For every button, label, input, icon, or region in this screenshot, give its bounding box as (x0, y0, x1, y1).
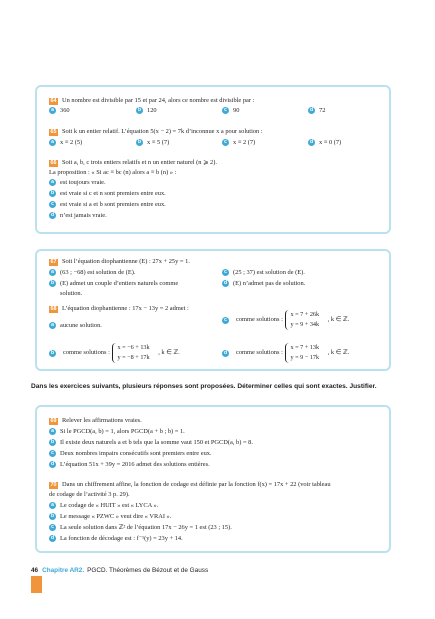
option-69-c[interactable]: c Deux nombres impairs consécutifs sont premiers entre eux. (49, 450, 212, 458)
exercise-number-70: 70 (50, 482, 57, 488)
option-66-d[interactable]: d n’est jamais vraie. (50, 212, 107, 219)
exercise-70-text-continued: de codage de l’activité 3 p. 29). (49, 491, 130, 498)
exercise-64-statement (49, 97, 381, 105)
option-letter-b: b (50, 190, 55, 197)
option-66-c[interactable]: c est vraie si a et b sont premiers entre eux. (49, 201, 166, 209)
option-65-a[interactable]: a x ≡ 2 (5) (49, 139, 82, 147)
option-69-b[interactable]: b Il existe deux naturels a et b tels que la somme vaut 150 et PGCD(a, b) = 8. (50, 439, 253, 446)
option-66-a[interactable]: a est toujours vraie. (49, 179, 106, 187)
exercise-67-statement (49, 258, 381, 266)
option-letter-d: d (50, 535, 55, 542)
exercise-70-statement (49, 481, 381, 489)
exercise-number-64: 64 (50, 98, 57, 104)
option-letter-a: a (49, 322, 56, 329)
option-letter-a: a (49, 428, 56, 435)
exercise-68-text: L’équation diophantienne : 17x − 13y = 2 admet : (62, 305, 189, 312)
option-70-a[interactable]: a Le codage de « HUIT » est « LYCA ». (49, 502, 158, 510)
exercise-number-69: 69 (50, 418, 57, 424)
equation-system-d: x = 7 + 13k y = 9 − 17k (285, 343, 323, 363)
option-letter-d: d (223, 280, 228, 287)
exercise-66-text: Soit a, b, c trois entiers relatifs et n un entier naturel (n ⩾ 2). (62, 159, 217, 166)
option-letter-d: d (50, 212, 55, 219)
option-letter-b: b (50, 280, 55, 287)
page-corner-tab (31, 576, 42, 593)
option-letter-c: c (49, 201, 56, 208)
option-67-c[interactable]: c (25 ; 37) est solution de (E). (222, 269, 305, 277)
option-letter-d: d (50, 461, 55, 468)
option-68-b[interactable]: b comme solutions : x = −6 + 13k y = −8 + 17k , k ∈ ℤ. (50, 344, 180, 361)
equation-system-b: x = −6 + 13k y = −8 + 17k (112, 343, 153, 363)
option-64-b[interactable]: b 120 (137, 107, 157, 114)
option-letter-b: b (50, 349, 55, 356)
option-68-c[interactable]: c comme solutions : x = 7 + 26k y = 9 + 34k , k ∈ ℤ. (222, 310, 349, 330)
option-letter-c: c (49, 524, 56, 531)
option-67-b-continued: solution. (60, 290, 83, 297)
instructions-heading: Dans les exercices suivants, plusieurs réponses sont proposées. Déterminer celles qui sont exactes. Justifier. (31, 383, 377, 390)
option-67-b[interactable]: b (E) admet un couple d’entiers naturels comme (50, 280, 179, 287)
exercise-66-proposition: La proposition : « Si ac ≡ bc (n) alors a ≡ b (n) » : (49, 169, 177, 176)
option-68-d[interactable]: d comme solutions : x = 7 + 13k y = 9 − 17k , k ∈ ℤ. (223, 344, 350, 361)
option-66-b[interactable]: b est vraie si c et n sont premiers entre eux. (50, 190, 166, 197)
option-letter-b: b (137, 107, 142, 114)
exercise-64-text: Un nombre est divisible par 15 et par 24, alors ce nombre est divisible par : (62, 97, 255, 104)
exercise-number-66: 66 (50, 160, 57, 166)
option-69-d[interactable]: d L’équation 51x + 39y = 2016 admet des solutions entières. (50, 461, 210, 468)
exercise-67-text: Soit l’équation diophantienne (E) : 27x + 25y = 1. (62, 258, 190, 265)
exercise-70-text: Dans un chiffrement affine, la fonction de codage est définie par la fonction f(x) = 17x + 22 (voir tableau (62, 481, 331, 488)
chapter-label: Chapitre AR2. (42, 567, 85, 574)
option-letter-b: b (137, 139, 142, 146)
option-70-d[interactable]: d La fonction de décodage est : f⁻¹(y) = 23y + 14. (50, 535, 183, 542)
option-letter-d: d (223, 349, 228, 356)
option-64-c[interactable]: c 90 (222, 107, 239, 115)
exercise-65-text: Soit k un entier relatif. L’équation 5(x − 2) = 7k d’inconnue x a pour solution : (62, 128, 263, 135)
option-letter-d: d (309, 139, 314, 146)
option-letter-c: c (222, 317, 229, 324)
page-footer (31, 567, 208, 575)
option-65-d[interactable]: d x ≡ 0 (7) (309, 139, 342, 146)
exercise-66-statement (49, 159, 381, 167)
option-letter-b: b (50, 439, 55, 446)
exercise-69-statement (49, 417, 381, 425)
option-letter-a: a (49, 502, 56, 509)
option-letter-a: a (49, 139, 56, 146)
exercise-number-67: 67 (50, 259, 57, 265)
option-letter-c: c (222, 139, 229, 146)
exercise-number-68: 68 (50, 306, 57, 312)
option-letter-a: a (49, 269, 56, 276)
option-64-a[interactable]: a 360 (49, 107, 70, 115)
option-69-a[interactable]: a Si le PGCD(a, b) = 1, alors PGCD(a + b ; b) = 1. (49, 428, 185, 436)
page-number: 46 (31, 567, 39, 574)
option-70-c[interactable]: c La seule solution dans ℤ² de l’équation 17x − 26y = 1 est (23 ; 15). (49, 524, 232, 532)
option-letter-d: d (309, 107, 314, 114)
exercise-65-statement (49, 128, 381, 136)
option-letter-c: c (222, 269, 229, 276)
option-67-d[interactable]: d (E) n’admet pas de solution. (223, 280, 306, 287)
option-67-a[interactable]: a (63 ; −68) est solution de (E). (49, 269, 136, 277)
qcm-box-3 (35, 405, 391, 553)
option-letter-b: b (50, 513, 55, 520)
exercise-69-text: Relever les affirmations vraies. (62, 417, 142, 424)
option-65-c[interactable]: c x ≡ 2 (7) (222, 139, 255, 147)
option-letter-a: a (49, 179, 56, 186)
qcm-box-1 (35, 85, 391, 234)
equation-system-c: x = 7 + 26k y = 9 + 34k (285, 310, 323, 330)
qcm-box-2 (35, 249, 391, 371)
chapter-title: PGCD. Théorèmes de Bézout et de Gauss (87, 567, 209, 574)
option-64-d[interactable]: d 72 (309, 107, 326, 114)
option-68-a[interactable]: a aucune solution. (49, 322, 102, 330)
option-65-b[interactable]: b x ≡ 5 (7) (137, 139, 170, 146)
option-letter-c: c (222, 107, 229, 114)
option-letter-a: a (49, 107, 56, 114)
exercise-number-65: 65 (50, 129, 57, 135)
option-70-b[interactable]: b Le message « PZWC » veut dire « VRAI ». (50, 513, 172, 520)
option-letter-c: c (49, 450, 56, 457)
